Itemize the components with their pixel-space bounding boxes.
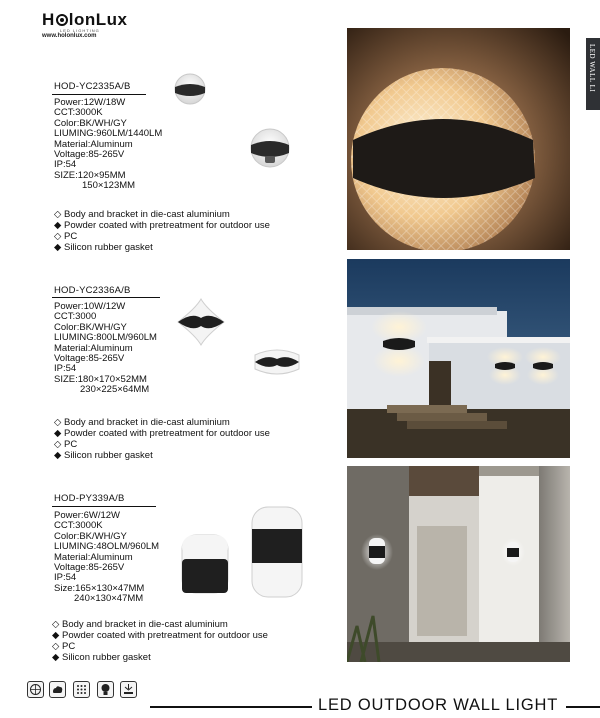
product-thumb-round-large — [246, 126, 294, 170]
feature-item: ◆ Powder coated with pretreatment for outdoor use — [52, 630, 268, 641]
spec-line: 150×123MM — [82, 180, 136, 192]
spec-line: Power:6W/12W — [54, 510, 120, 521]
product-features — [54, 417, 270, 461]
model-underline — [52, 297, 160, 298]
spec-line: 240×130×47MM — [74, 593, 144, 605]
feature-item: ◆ Silicon rubber gasket — [54, 450, 153, 461]
dots-grid-icon — [74, 682, 89, 697]
spec-line: IP:54 — [54, 363, 77, 375]
spec-line: IP:54 — [54, 572, 77, 584]
ip-rating-icon — [121, 682, 136, 697]
spec-line: Color:BK/WH/GY — [54, 321, 127, 333]
cert-cloud — [49, 681, 66, 698]
spec-line: IP:54 — [54, 159, 77, 171]
spec-line: Voltage:85-265V — [54, 149, 125, 161]
spec-line: Color:BK/WH/GY — [54, 117, 127, 129]
cert-dots — [73, 681, 90, 698]
product-thumb-rect-small — [180, 533, 230, 595]
spec-line: 230×225×64MM — [80, 384, 150, 396]
spec-line: Power:10W/12W — [54, 301, 126, 312]
side-tab-label: LED WALL LI — [588, 44, 596, 93]
feature-item: ◆ Silicon rubber gasket — [54, 242, 153, 253]
globe-icon — [28, 682, 43, 697]
spec-line: LIUMING:48OLM/960LM — [54, 541, 160, 553]
feature-item: ◇ PC — [54, 439, 78, 450]
cloud-icon — [50, 682, 65, 697]
product-thumb-round-small — [170, 72, 210, 106]
brand-tagline: LED LIGHTING — [60, 28, 100, 33]
logo-o-icon — [56, 14, 68, 26]
product-thumb-square-small — [174, 296, 228, 348]
product-model: HOD-PY339A/B — [54, 493, 125, 504]
spec-line: CCT:3000K — [54, 520, 103, 532]
spec-line: Material:Aluminum — [54, 138, 133, 150]
footer-title: LED OUTDOOR WALL LIGHT — [318, 696, 559, 714]
product-photo-round — [347, 28, 570, 250]
feature-item: ◇ Body and bracket in die-cast aluminium — [54, 209, 230, 220]
product-thumb-square-large — [251, 347, 303, 377]
footer-rule-right — [566, 706, 600, 708]
footer-rule-left — [150, 706, 312, 708]
spec-line: SIZE:120×95MM — [54, 169, 126, 181]
product-thumb-rect-large — [250, 505, 304, 599]
product-model: HOD-YC2335A/B — [54, 81, 131, 92]
spec-line: LIUMING:800LM/960LM — [54, 332, 157, 344]
spec-line: Material:Aluminum — [54, 342, 133, 354]
feature-item: ◆ Powder coated with pretreatment for outdoor use — [54, 220, 270, 231]
cert-globe — [27, 681, 44, 698]
model-underline — [52, 506, 156, 507]
spec-line: Voltage:85-265V — [54, 562, 125, 574]
feature-item: ◆ Powder coated with pretreatment for outdoor use — [54, 428, 270, 439]
product-model: HOD-YC2336A/B — [54, 285, 131, 296]
feature-item: ◇ Body and bracket in die-cast aluminium — [52, 619, 228, 630]
product-specs — [54, 98, 162, 192]
spec-line: SIZE:180×170×52MM — [54, 373, 147, 385]
cert-ip — [120, 681, 137, 698]
cert-bulb — [97, 681, 114, 698]
model-underline — [52, 94, 146, 95]
spec-line: Size:165×130×47MM — [54, 582, 145, 594]
product-features — [54, 209, 270, 253]
feature-item: ◆ Silicon rubber gasket — [52, 652, 151, 663]
side-tab — [586, 38, 600, 110]
feature-item: ◇ PC — [52, 641, 76, 652]
spec-line: Power:12W/18W — [54, 97, 126, 108]
product-specs — [54, 511, 159, 605]
brand-logo: H lonLux — [42, 10, 128, 29]
spec-line: CCT:3000K — [54, 107, 103, 119]
spec-line: CCT:3000 — [54, 311, 97, 323]
product-photo-courtyard — [347, 466, 570, 662]
bulb-icon — [98, 682, 113, 697]
product-features — [52, 619, 268, 663]
product-specs — [54, 302, 157, 396]
feature-item: ◇ Body and bracket in die-cast aluminium — [54, 417, 230, 428]
spec-line: Voltage:85-265V — [54, 353, 125, 365]
spec-line: Material:Aluminum — [54, 551, 133, 563]
spec-line: LIUMING:960LM/1440LM — [54, 128, 163, 140]
feature-item: ◇ PC — [54, 231, 78, 242]
brand-website: www.holonlux.com — [42, 33, 97, 39]
spec-line: Color:BK/WH/GY — [54, 530, 127, 542]
product-photo-facade — [347, 259, 570, 458]
